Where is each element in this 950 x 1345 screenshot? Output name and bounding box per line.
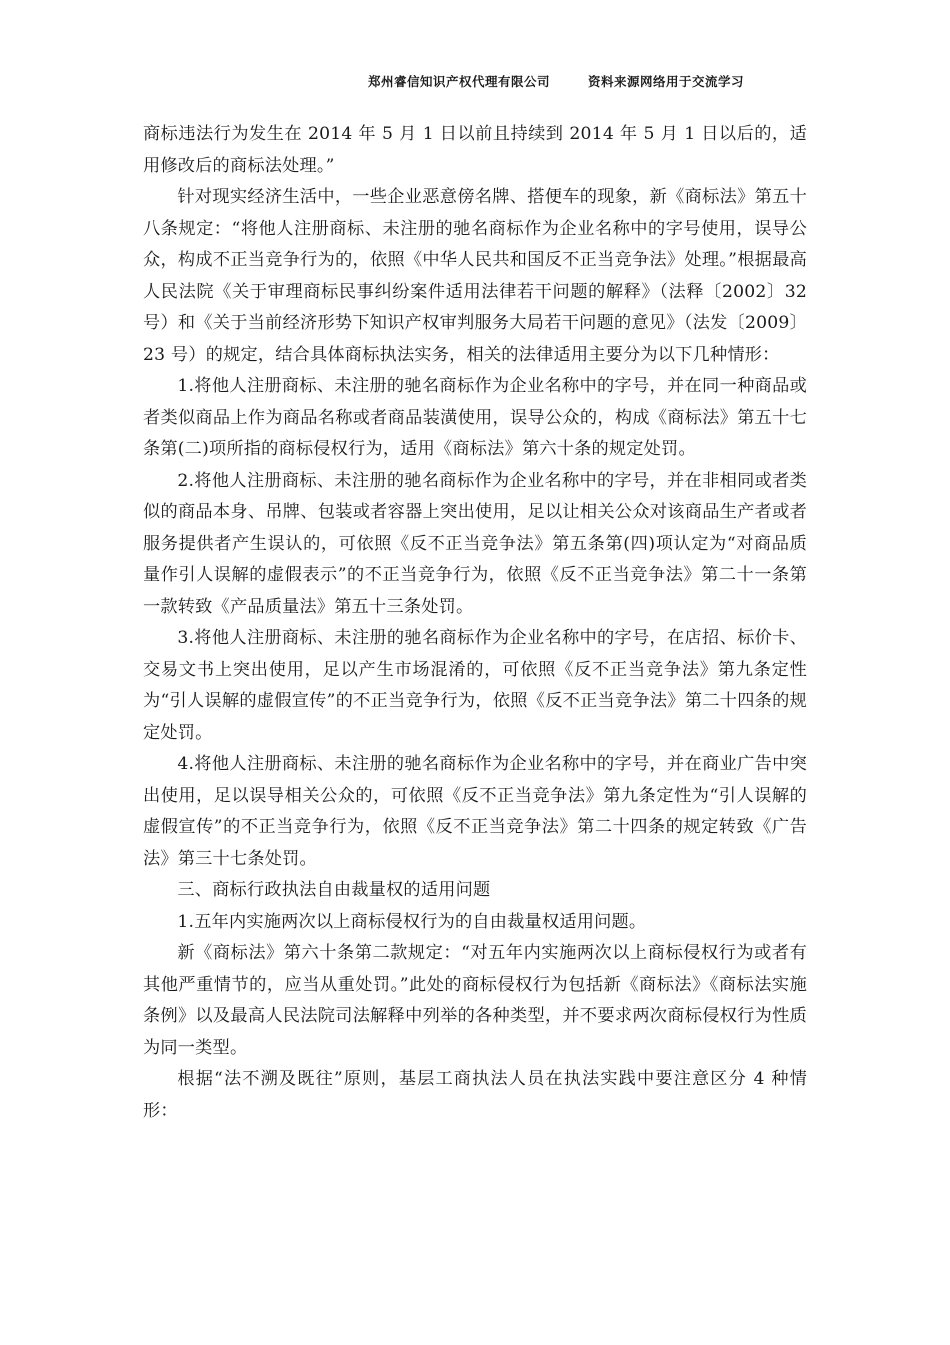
paragraph-9: 新《商标法》第六十条第二款规定：“对五年内实施两次以上商标侵权行为或者有其他严重情节的，应当从重处罚。”此处的商标侵权行为包括新《商标法》《商标法实施条例》以及最高人民法院司法解释中列举的各种类型，并不要求两次商标侵权行为性质为同一类型。 (143, 943, 807, 1058)
paragraph-4: 2.将他人注册商标、未注册的驰名商标作为企业名称中的字号，并在非相同或者类似的商品本身、吊牌、包装或者容器上突出使用，足以让相关公众对该商品生产者或者服务提供者产生误认的，可依照《反不正当竞争法》第五条第(四)项认定为“对商品质量作引人误解的虚假表示”的不正当竞争行为，依照《反不正当竞争法》第二十一条第一款转致《产品质量法》第五十三条处罚。 (143, 470, 807, 617)
paragraph-8: 1.五年内实施两次以上商标侵权行为的自由裁量权适用问题。 (177, 911, 647, 932)
paragraph-2: 针对现实经济生活中，一些企业恶意傍名牌、搭便车的现象，新《商标法》第五十八条规定：“将他人注册商标、未注册的驰名商标作为企业名称中的字号使用，误导公众，构成不正当竞争行为的，依照《中华人民共和国反不正当竞争法》处理。”根据最高人民法院《关于审理商标民事纠纷案件适用法律若干问题的解释》（法释〔2002〕32 号）和《关于当前经济形势下知识产权审判服务大局若干问题的意见》（法发〔2009〕23 号）的规定，结合具体商标执法实务，相关的法律适用主要分为以下几种情形： (143, 187, 807, 365)
paragraph-10: 根据“法不溯及既往”原则，基层工商执法人员在执法实践中要注意区分 4 种情形： (143, 1069, 807, 1121)
paragraph-1: 商标违法行为发生在 2014 年 5 月 1 日以前且持续到 2014 年 5 月 1 日以后的，适用修改后的商标法处理。” (143, 124, 807, 176)
paragraph-5: 3.将他人注册商标、未注册的驰名商标作为企业名称中的字号，在店招、标价卡、交易文书上突出使用，足以产生市场混淆的，可依照《反不正当竞争法》第九条定性为“引人误解的虚假宣传”的不正当竞争行为，依照《反不正当竞争法》第二十四条的规定处罚。 (143, 628, 807, 743)
section-heading: 三、商标行政执法自由裁量权的适用问题 (177, 880, 491, 900)
paragraph-6: 4.将他人注册商标、未注册的驰名商标作为企业名称中的字号，并在商业广告中突出使用，足以误导相关公众的，可依照《反不正当竞争法》第九条定性为“引人误解的虚假宣传”的不正当竞争行为，依照《反不正当竞争法》第二十四条的规定转致《广告法》第三十七条处罚。 (143, 754, 807, 869)
page-header (368, 72, 808, 90)
header-note: 资料来源网络用于交流学习 (588, 74, 745, 89)
document-body (143, 119, 807, 1127)
paragraph-3: 1.将他人注册商标、未注册的驰名商标作为企业名称中的字号，并在同一种商品或者类似商品上作为商品名称或者商品装潢使用，误导公众的，构成《商标法》第五十七条第(二)项所指的商标侵权行为，适用《商标法》第六十条的规定处罚。 (143, 376, 807, 459)
header-company: 郑州睿信知识产权代理有限公司 (368, 74, 551, 89)
